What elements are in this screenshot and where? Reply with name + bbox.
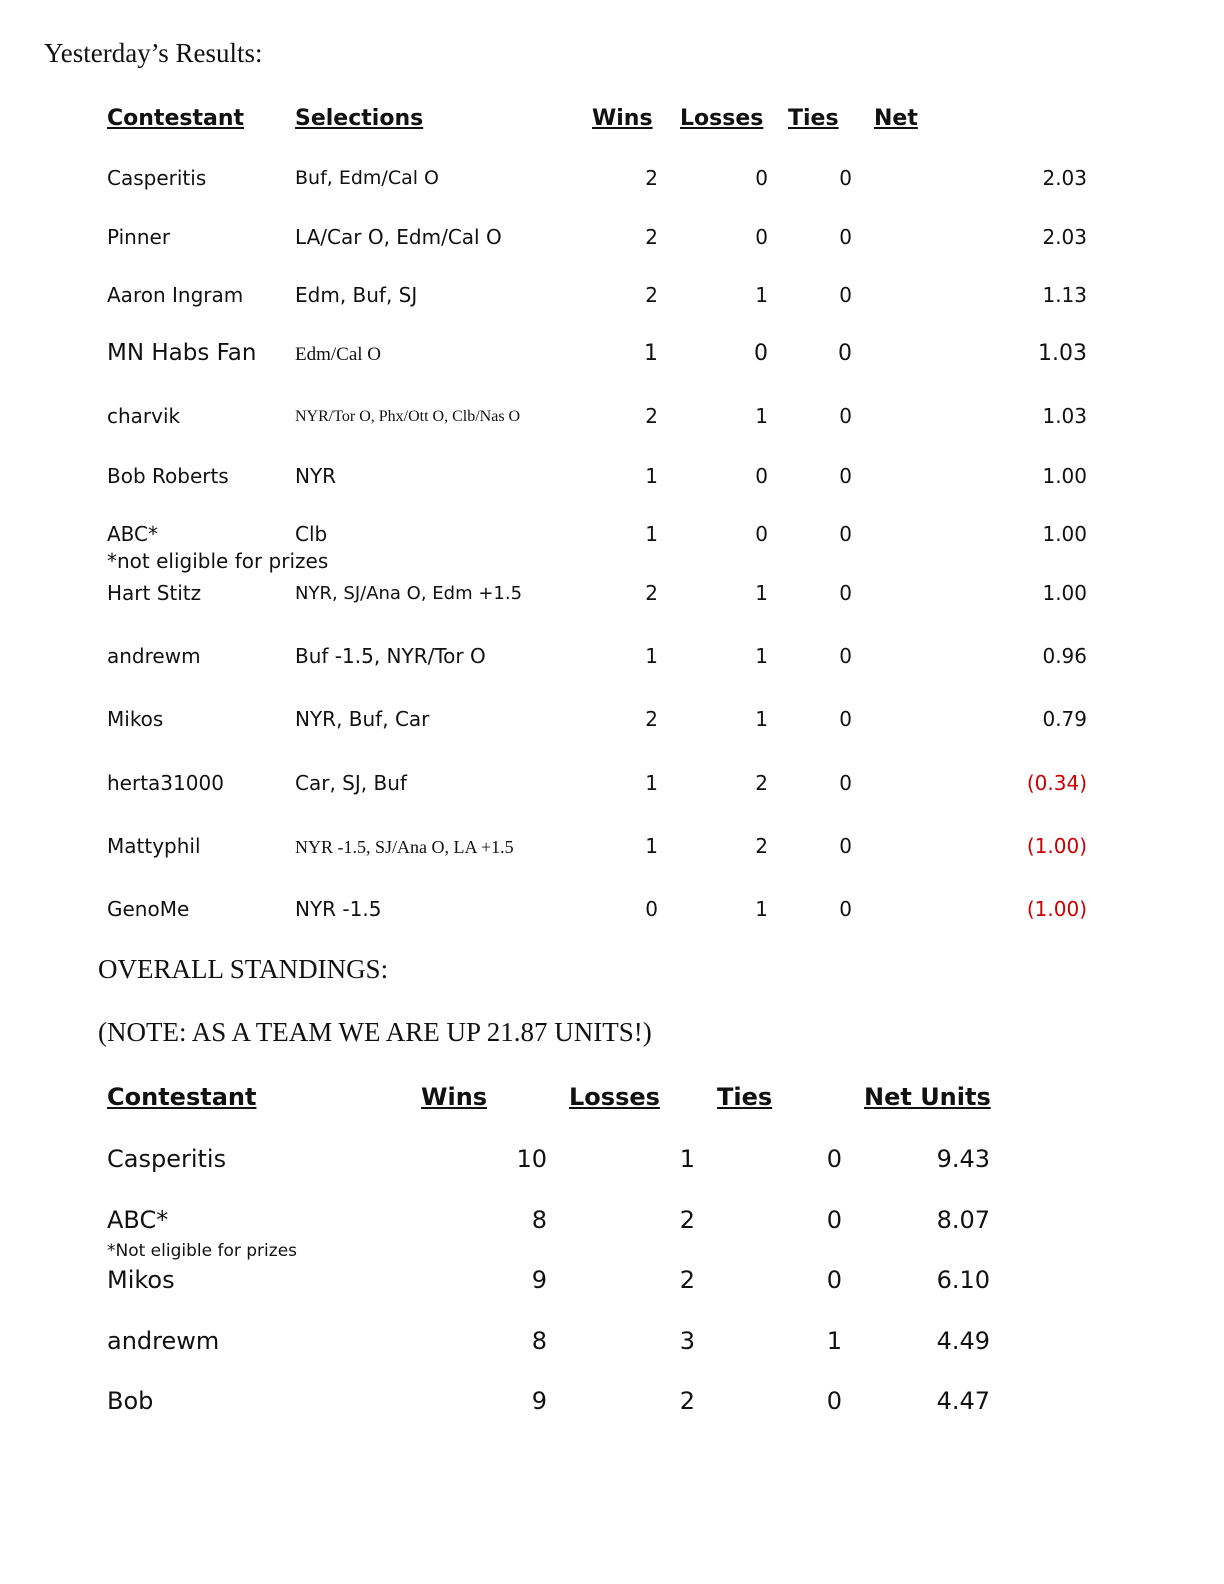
y-header-selections: Selections <box>295 106 424 131</box>
o-header-losses: Losses <box>569 1083 660 1111</box>
o-net: 8.07 <box>936 1206 990 1234</box>
y-net: 1.03 <box>1042 404 1087 428</box>
o-contestant: Mikos <box>107 1266 175 1294</box>
y-contestant: MN Habs Fan <box>107 340 257 366</box>
o-losses: 3 <box>679 1327 695 1355</box>
y-wins: 2 <box>645 166 658 190</box>
y-header-wins: Wins <box>592 106 653 131</box>
y-selections: NYR, SJ/Ana O, Edm +1.5 <box>295 583 523 604</box>
y-selections: Car, SJ, Buf <box>295 771 407 795</box>
y-ties: 0 <box>838 341 852 366</box>
y-losses: 2 <box>755 834 768 858</box>
y-ties: 0 <box>839 404 852 428</box>
y-ties: 0 <box>839 225 852 249</box>
y-contestant: GenoMe <box>107 897 190 921</box>
y-net: 1.00 <box>1042 581 1087 605</box>
y-contestant: Hart Stitz <box>107 581 202 605</box>
y-header-net: Net <box>874 106 918 131</box>
y-selections: NYR <box>295 464 337 488</box>
o-losses: 1 <box>679 1145 695 1173</box>
y-selections: NYR -1.5 <box>295 897 382 921</box>
o-wins: 8 <box>531 1206 547 1234</box>
y-contestant: ABC* <box>107 522 159 546</box>
y-ties: 0 <box>839 707 852 731</box>
y-ties: 0 <box>839 464 852 488</box>
y-wins: 1 <box>644 341 658 366</box>
o-ties: 1 <box>826 1327 842 1355</box>
y-losses: 2 <box>755 771 768 795</box>
y-wins: 0 <box>645 897 658 921</box>
y-abc-note: *not eligible for prizes <box>107 549 329 573</box>
y-net-negative: (1.00) <box>1026 834 1087 858</box>
y-contestant: herta31000 <box>107 771 224 795</box>
y-header-losses: Losses <box>680 106 764 131</box>
y-losses: 1 <box>755 581 768 605</box>
y-contestant: Casperitis <box>107 166 207 190</box>
o-header-contestant: Contestant <box>107 1083 257 1111</box>
y-losses: 0 <box>755 225 768 249</box>
y-ties: 0 <box>839 834 852 858</box>
o-losses: 2 <box>679 1387 695 1415</box>
y-header-ties: Ties <box>788 106 839 131</box>
o-wins: 9 <box>531 1387 547 1415</box>
y-net: 0.96 <box>1042 644 1087 668</box>
y-wins: 2 <box>645 225 658 249</box>
y-losses: 0 <box>755 522 768 546</box>
y-selections: LA/Car O, Edm/Cal O <box>295 225 502 249</box>
y-contestant: andrewm <box>107 644 201 668</box>
y-ties: 0 <box>839 771 852 795</box>
o-contestant: Casperitis <box>107 1145 227 1173</box>
o-ties: 0 <box>826 1387 842 1415</box>
y-selections: Edm/Cal O <box>295 344 382 365</box>
y-ties: 0 <box>839 166 852 190</box>
o-losses: 2 <box>679 1206 695 1234</box>
o-ties: 0 <box>826 1266 842 1294</box>
y-ties: 0 <box>839 897 852 921</box>
y-net: 0.79 <box>1042 707 1087 731</box>
y-contestant: Mattyphil <box>107 834 201 858</box>
y-selections: NYR -1.5, SJ/Ana O, LA +1.5 <box>295 837 514 857</box>
y-contestant: Mikos <box>107 707 164 731</box>
y-selections: Edm, Buf, SJ <box>295 283 418 307</box>
y-ties: 0 <box>839 283 852 307</box>
o-contestant: andrewm <box>107 1327 220 1355</box>
y-net: 1.00 <box>1042 522 1087 546</box>
y-selections: NYR/Tor O, Phx/Ott O, Clb/Nas O <box>295 408 521 425</box>
y-net: 2.03 <box>1042 166 1087 190</box>
o-wins: 9 <box>531 1266 547 1294</box>
y-selections: NYR, Buf, Car <box>295 707 430 731</box>
o-header-wins: Wins <box>421 1083 488 1111</box>
overall-title: OVERALL STANDINGS: <box>98 954 389 984</box>
o-net: 9.43 <box>936 1145 990 1173</box>
y-selections: Clb <box>295 522 328 546</box>
y-wins: 2 <box>645 707 658 731</box>
y-net: 1.00 <box>1042 464 1087 488</box>
y-net-negative: (0.34) <box>1026 771 1087 795</box>
y-net: 1.03 <box>1038 341 1087 366</box>
y-losses: 1 <box>755 707 768 731</box>
overall-note: (NOTE: AS A TEAM WE ARE UP 21.87 UNITS!) <box>98 1017 652 1047</box>
o-contestant: Bob <box>107 1387 154 1415</box>
o-contestant: ABC* <box>107 1206 169 1234</box>
y-wins: 1 <box>645 771 658 795</box>
o-wins: 8 <box>531 1327 547 1355</box>
o-wins: 10 <box>516 1145 547 1173</box>
y-selections: Buf -1.5, NYR/Tor O <box>295 644 486 668</box>
o-net: 4.47 <box>936 1387 990 1415</box>
y-contestant: Pinner <box>107 225 171 249</box>
o-net: 6.10 <box>936 1266 990 1294</box>
y-selections: Buf, Edm/Cal O <box>295 167 440 189</box>
y-wins: 1 <box>645 522 658 546</box>
o-net: 4.49 <box>936 1327 990 1355</box>
y-ties: 0 <box>839 581 852 605</box>
y-contestant: Aaron Ingram <box>107 283 244 307</box>
y-losses: 1 <box>755 404 768 428</box>
y-net: 2.03 <box>1042 225 1087 249</box>
y-contestant: Bob Roberts <box>107 464 229 488</box>
o-header-ties: Ties <box>717 1083 773 1111</box>
y-losses: 1 <box>755 644 768 668</box>
o-ties: 0 <box>826 1145 842 1173</box>
o-losses: 2 <box>679 1266 695 1294</box>
y-losses: 0 <box>754 341 768 366</box>
y-wins: 1 <box>645 644 658 668</box>
y-losses: 1 <box>755 283 768 307</box>
y-wins: 1 <box>645 834 658 858</box>
y-contestant: charvik <box>107 404 181 428</box>
y-losses: 1 <box>755 897 768 921</box>
o-abc-note: *Not eligible for prizes <box>107 1241 298 1261</box>
y-wins: 2 <box>645 404 658 428</box>
y-wins: 1 <box>645 464 658 488</box>
y-net: 1.13 <box>1042 283 1087 307</box>
y-net-negative: (1.00) <box>1026 897 1087 921</box>
o-header-net-units: Net Units <box>864 1083 991 1111</box>
o-ties: 0 <box>826 1206 842 1234</box>
y-ties: 0 <box>839 522 852 546</box>
y-wins: 2 <box>645 283 658 307</box>
y-wins: 2 <box>645 581 658 605</box>
y-losses: 0 <box>755 464 768 488</box>
yesterday-title: Yesterday’s Results: <box>44 38 263 68</box>
y-losses: 0 <box>755 166 768 190</box>
y-header-contestant: Contestant <box>107 106 244 131</box>
y-ties: 0 <box>839 644 852 668</box>
